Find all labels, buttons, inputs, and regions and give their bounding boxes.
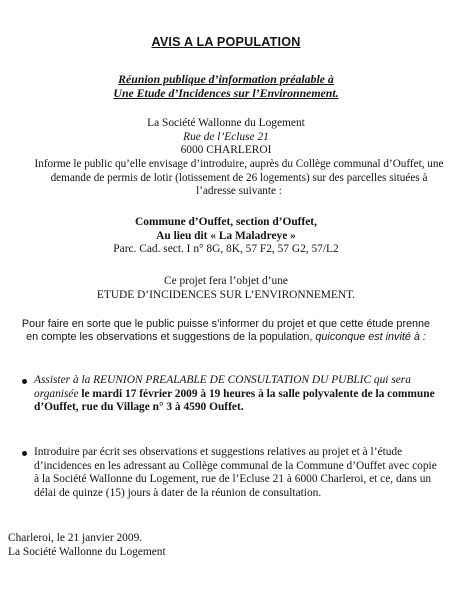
footer-block xyxy=(8,532,428,559)
project-line-2: ETUDE D’INCIDENCES SUR L’ENVIRONNEMENT. xyxy=(96,288,356,301)
bullet-meeting-text xyxy=(34,374,442,415)
sender-block xyxy=(0,117,452,158)
bullet-dot-icon xyxy=(22,451,27,456)
sender-name: La Société Wallonne du Logement xyxy=(147,117,305,129)
notice-title: AVIS A LA POPULATION xyxy=(151,35,301,49)
project-line-1: Ce projet fera l’objet d’une xyxy=(164,275,288,287)
footer-signature: La Société Wallonne du Logement xyxy=(8,545,166,558)
subtitle-line-1: Réunion publique d’information préalable à xyxy=(118,72,334,86)
site-lieu-dit: Au lieu dit « La Maladreye » xyxy=(156,229,296,242)
meeting-intro: Assister à la REUNION PREALABLE DE CONSULTATION DU PUBLIC qui sera organisée xyxy=(34,374,411,400)
site-commune: Commune d’Ouffet, section d’Ouffet, xyxy=(135,216,317,228)
site-block xyxy=(0,216,452,257)
meeting-details: le mardi 17 février 2009 à 19 heures à la salle polyvalente de la commune d’Ouffet, rue du Village n° 3 à 4590 Ouffet. xyxy=(34,387,435,414)
sender-city: 6000 CHARLEROI xyxy=(180,144,272,157)
bullet-dot-icon xyxy=(22,379,27,384)
intro-paragraph: Informe le public qu’elle envisage d’introduire, auprès du Collège communal d’Ouffet, une demande de permis de lotir (lotissement de 26 logements) sur des parcelles situées à l’adresse suivante : xyxy=(34,158,444,198)
bullet-written-text: Introduire par écrit ses observations et suggestions relatives au projet et à l’étude d’incidences en les adressant au Collège communal de la Commune d’Ouffet avec copie à la Société Wallonne du Logement, rue de l’Ecluse 21 à 6000 Charleroi, et ce, dans un délai de quinze (15) jours à dater de la réunion de consultation. xyxy=(34,446,437,499)
invite-paragraph xyxy=(20,318,432,344)
subtitle-line-2: Une Etude d’Incidences sur l’Environnement. xyxy=(113,85,339,100)
invite-italic: quiconque est invité à : xyxy=(315,331,426,344)
project-block xyxy=(0,275,452,302)
site-parcels: Parc. Cad. sect. I n° 8G, 8K, 57 F2, 57 G2, 57/L2 xyxy=(113,243,339,256)
notice-subtitle xyxy=(0,73,452,100)
invite-text: Pour faire en sorte que le public puisse s’informer du projet et que cette étude prenne en compte les observations et suggestions de la population, xyxy=(21,318,431,344)
footer-date: Charleroi, le 21 janvier 2009. xyxy=(8,532,143,544)
sender-street: Rue de l’Ecluse 21 xyxy=(183,130,269,143)
